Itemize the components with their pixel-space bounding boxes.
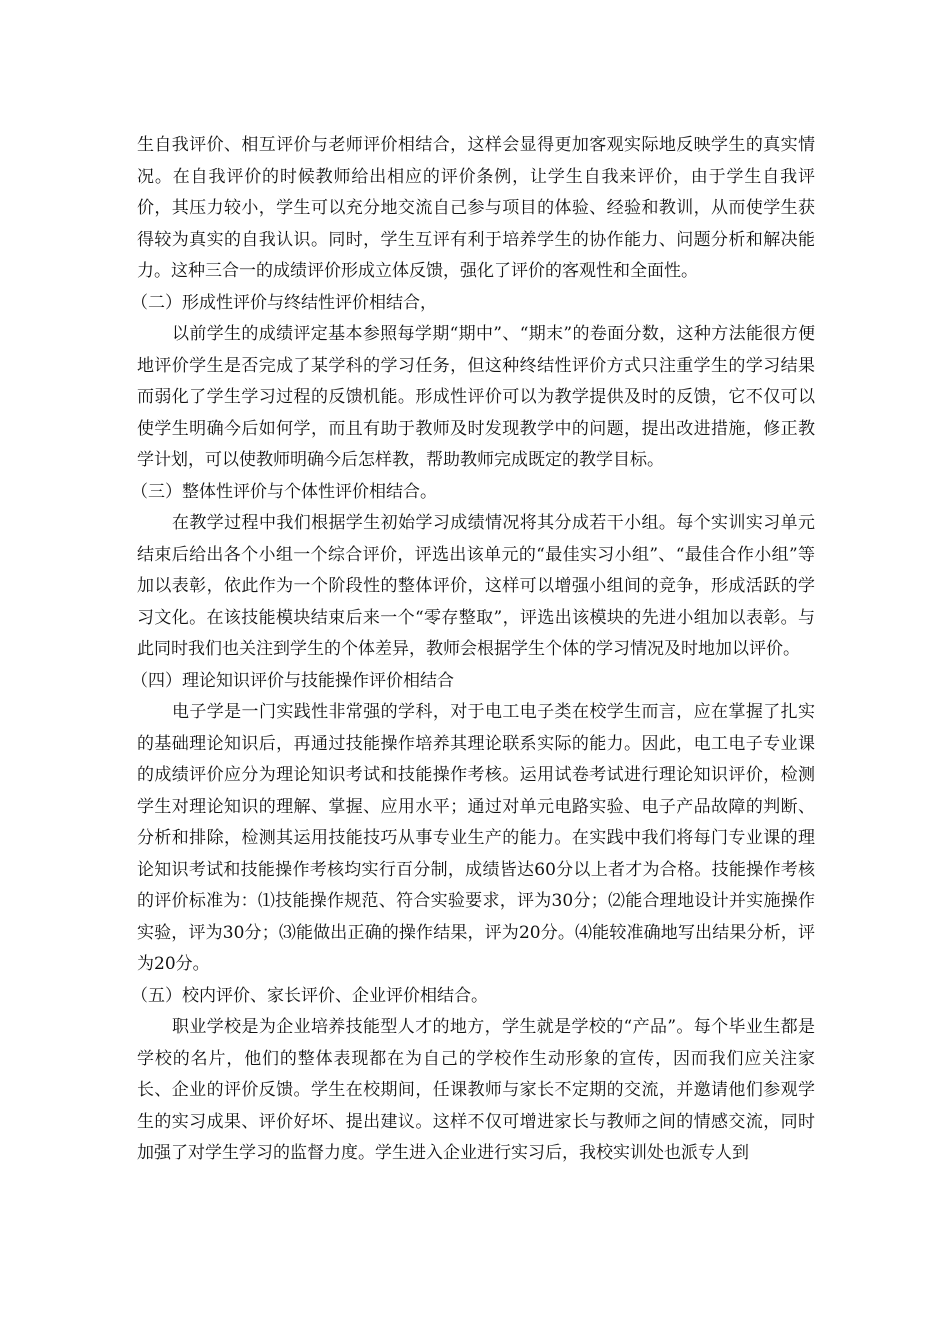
paragraph-school-parent-enterprise: 职业学校是为企业培养技能型人才的地方，学生就是学校的“产品”。每个毕业生都是学校的名片，他们的整体表现都在为自己的学校作生动形象的宣传，因而我们应关注家长、企业的评价反馈。学生在校期间，任课教师与家长不定期的交流，并邀请他们参观学生的实习成果、评价好坏、提出建议。这样不仅可增进家长与教师之间的情感交流，同时加强了对学生学习的监督力度。学生进入企业进行实习后，我校实训处也派专人到 xyxy=(137,1017,815,1163)
paragraph-group-individual: 在教学过程中我们根据学生初始学习成绩情况将其分成若干小组。每个实训实习单元结束后给出各个小组一个综合评价，评选出该单元的“最佳实习小组”、“最佳合作小组”等加以表彰，依此作为一个阶段性的整体评价，这样可以增强小组间的竞争，形成活跃的学习文化。在该技能模块结束后来一个“零存整取”，评选出该模块的先进小组加以表彰。与此同时我们也关注到学生的个体差异，教师会根据学生个体的学习情况及时地加以评价。 xyxy=(137,513,815,659)
document-body xyxy=(131,130,815,1170)
section-heading-school-parent-enterprise: （五）校内评价、家长评价、企业评价相结合。 xyxy=(131,985,488,1006)
section-heading-formative-summative: （二）形成性评价与终结性评价相结合， xyxy=(131,292,437,313)
paragraph-theory-skill: 电子学是一门实践性非常强的学科，对于电工电子类在校学生而言，应在掌握了扎实的基础理论知识后，再通过技能操作培养其理论联系实际的能力。因此，电工电子专业课的成绩评价应分为理论知识考试和技能操作考核。运用试卷考试进行理论知识评价，检测学生对理论知识的理解、掌握、应用水平；通过对单元电路实验、电子产品故障的判断、分析和排除，检测其运用技能技巧从事专业生产的能力。在实践中我们将每门专业课的理论知识考试和技能操作考核均实行百分制，成绩皆达60分以上者才为合格。技能操作考核的评价标准为：⑴技能操作规范、符合实验要求，评为30分；⑵能合理地设计并实施操作实验，评为30分；⑶能做出正确的操作结果，评为20分。⑷能较准确地写出结果分析，评为20分。 xyxy=(137,702,815,974)
section-heading-theory-skill: （四）理论知识评价与技能操作评价相结合 xyxy=(131,670,454,691)
paragraph-self-peer-teacher-evaluation: 生自我评价、相互评价与老师评价相结合，这样会显得更加客观实际地反映学生的真实情况。在自我评价的时候教师给出相应的评价条例，让学生自我来评价，由于学生自我评价，其压力较小，学生可以充分地交流自己参与项目的体验、经验和教训，从而使学生获得较为真实的自我认识。同时，学生互评有利于培养学生的协作能力、问题分析和解决能力。这种三合一的成绩评价形成立体反馈，强化了评价的客观性和全面性。 xyxy=(137,135,815,281)
paragraph-formative-summative: 以前学生的成绩评定基本参照每学期“期中”、“期末”的卷面分数，这种方法能很方便地评价学生是否完成了某学科的学习任务，但这种终结性评价方式只注重学生的学习结果而弱化了学生学习过程的反馈机能。形成性评价可以为教学提供及时的反馈，它不仅可以使学生明确今后如何学，而且有助于教师及时发现教学中的问题，提出改进措施，修正教学计划，可以使教师明确今后怎样教，帮助教师完成既定的教学目标。 xyxy=(137,324,815,470)
section-heading-group-individual: （三）整体性评价与个体性评价相结合。 xyxy=(131,481,437,502)
